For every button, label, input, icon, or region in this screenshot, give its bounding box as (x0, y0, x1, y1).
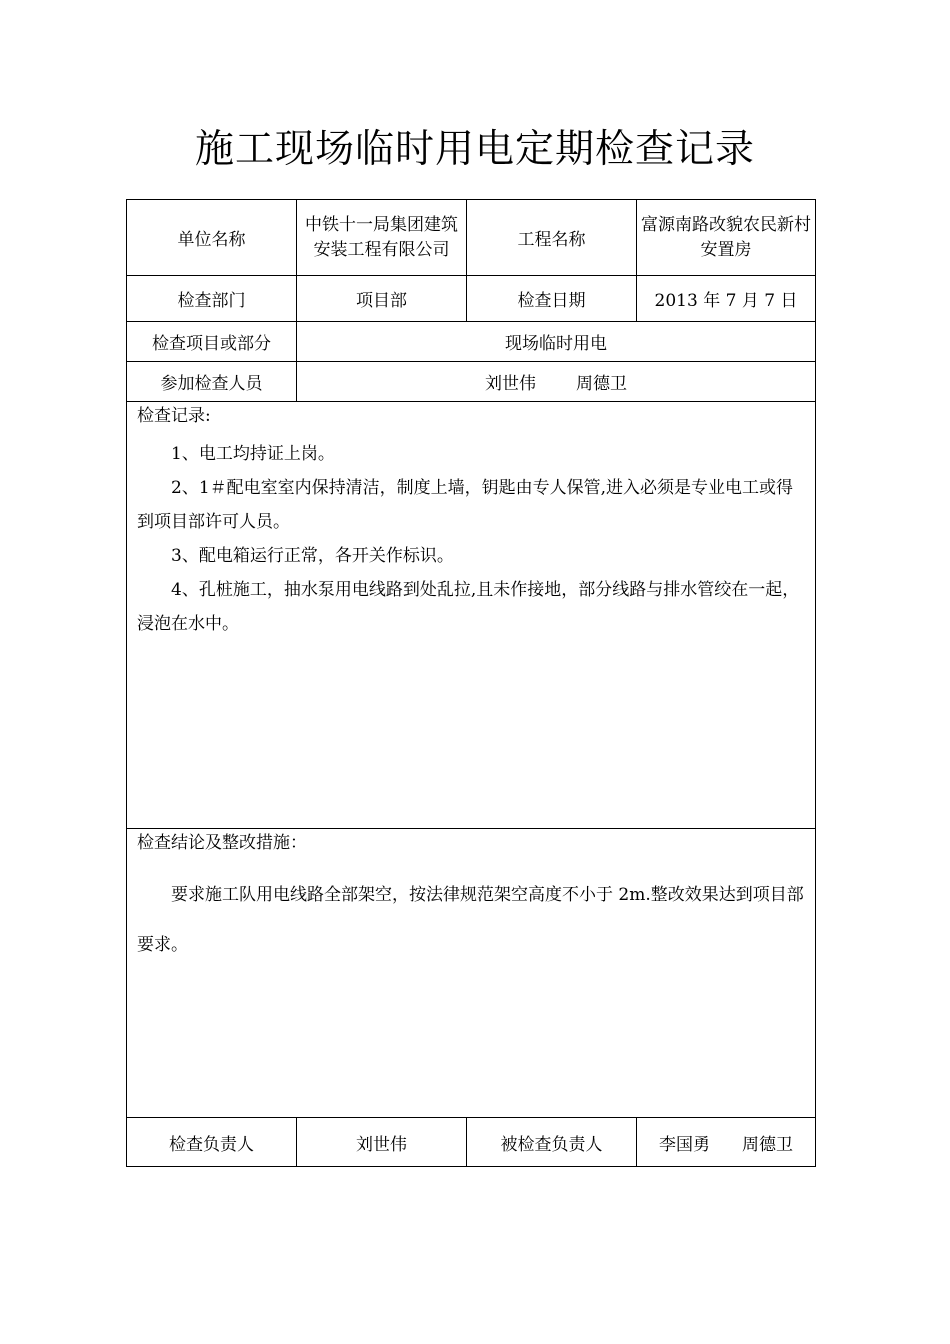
inspector-label: 检查负责人 (127, 1118, 297, 1167)
project-label: 工程名称 (467, 200, 637, 276)
row-item (127, 322, 816, 362)
dept-value: 项目部 (297, 276, 467, 322)
record-item: 3、配电箱运行正常，各开关作标识。 (171, 546, 454, 566)
records-label: 检查记录: (137, 406, 211, 426)
participants-label: 参加检查人员 (127, 362, 297, 402)
inspected-value (637, 1118, 816, 1167)
row-records (127, 402, 816, 829)
row-unit-project (127, 200, 816, 276)
unit-value: 中铁十一局集团建筑安装工程有限公司 (297, 200, 467, 276)
date-label: 检查日期 (467, 276, 637, 322)
item-label: 检查项目或部分 (127, 322, 297, 362)
row-participants (127, 362, 816, 402)
project-value: 富源南路改貌农民新村安置房 (637, 200, 816, 276)
participants-value (297, 362, 816, 402)
inspected-label: 被检查负责人 (467, 1118, 637, 1167)
unit-label: 单位名称 (127, 200, 297, 276)
inspected-name: 周德卫 (742, 1134, 793, 1155)
inspection-form-table (126, 199, 816, 1167)
participant-name: 刘世伟 (485, 374, 536, 394)
page-title: 施工现场临时用电定期检查记录 (194, 127, 755, 172)
conclusion-label: 检查结论及整改措施： (137, 833, 307, 853)
records-block (127, 402, 816, 829)
inspected-name: 李国勇 (659, 1134, 710, 1155)
row-conclusion (127, 829, 816, 1118)
date-value: 2013 年 7 月 7 日 (637, 276, 816, 322)
row-signatures (127, 1118, 816, 1167)
inspector-value: 刘世伟 (297, 1118, 467, 1167)
row-dept-date (127, 276, 816, 322)
item-value: 现场临时用电 (297, 322, 816, 362)
conclusion-text: 要求施工队用电线路全部架空，按法律规范架空高度不小于 2m.整改效果达到项目部要求。 (137, 885, 804, 955)
record-item: 4、孔桩施工，抽水泵用电线路到处乱拉,且未作接地，部分线路与排水管绞在一起，浸泡在水中。 (137, 580, 800, 634)
dept-label: 检查部门 (127, 276, 297, 322)
record-item: 2、1＃配电室室内保持清洁，制度上墙，钥匙由专人保管,进入必须是专业电工或得到项目部许可人员。 (137, 478, 794, 532)
conclusion-block (127, 829, 816, 1118)
record-item: 1、电工均持证上岗。 (171, 444, 335, 464)
participant-name: 周德卫 (576, 374, 627, 394)
